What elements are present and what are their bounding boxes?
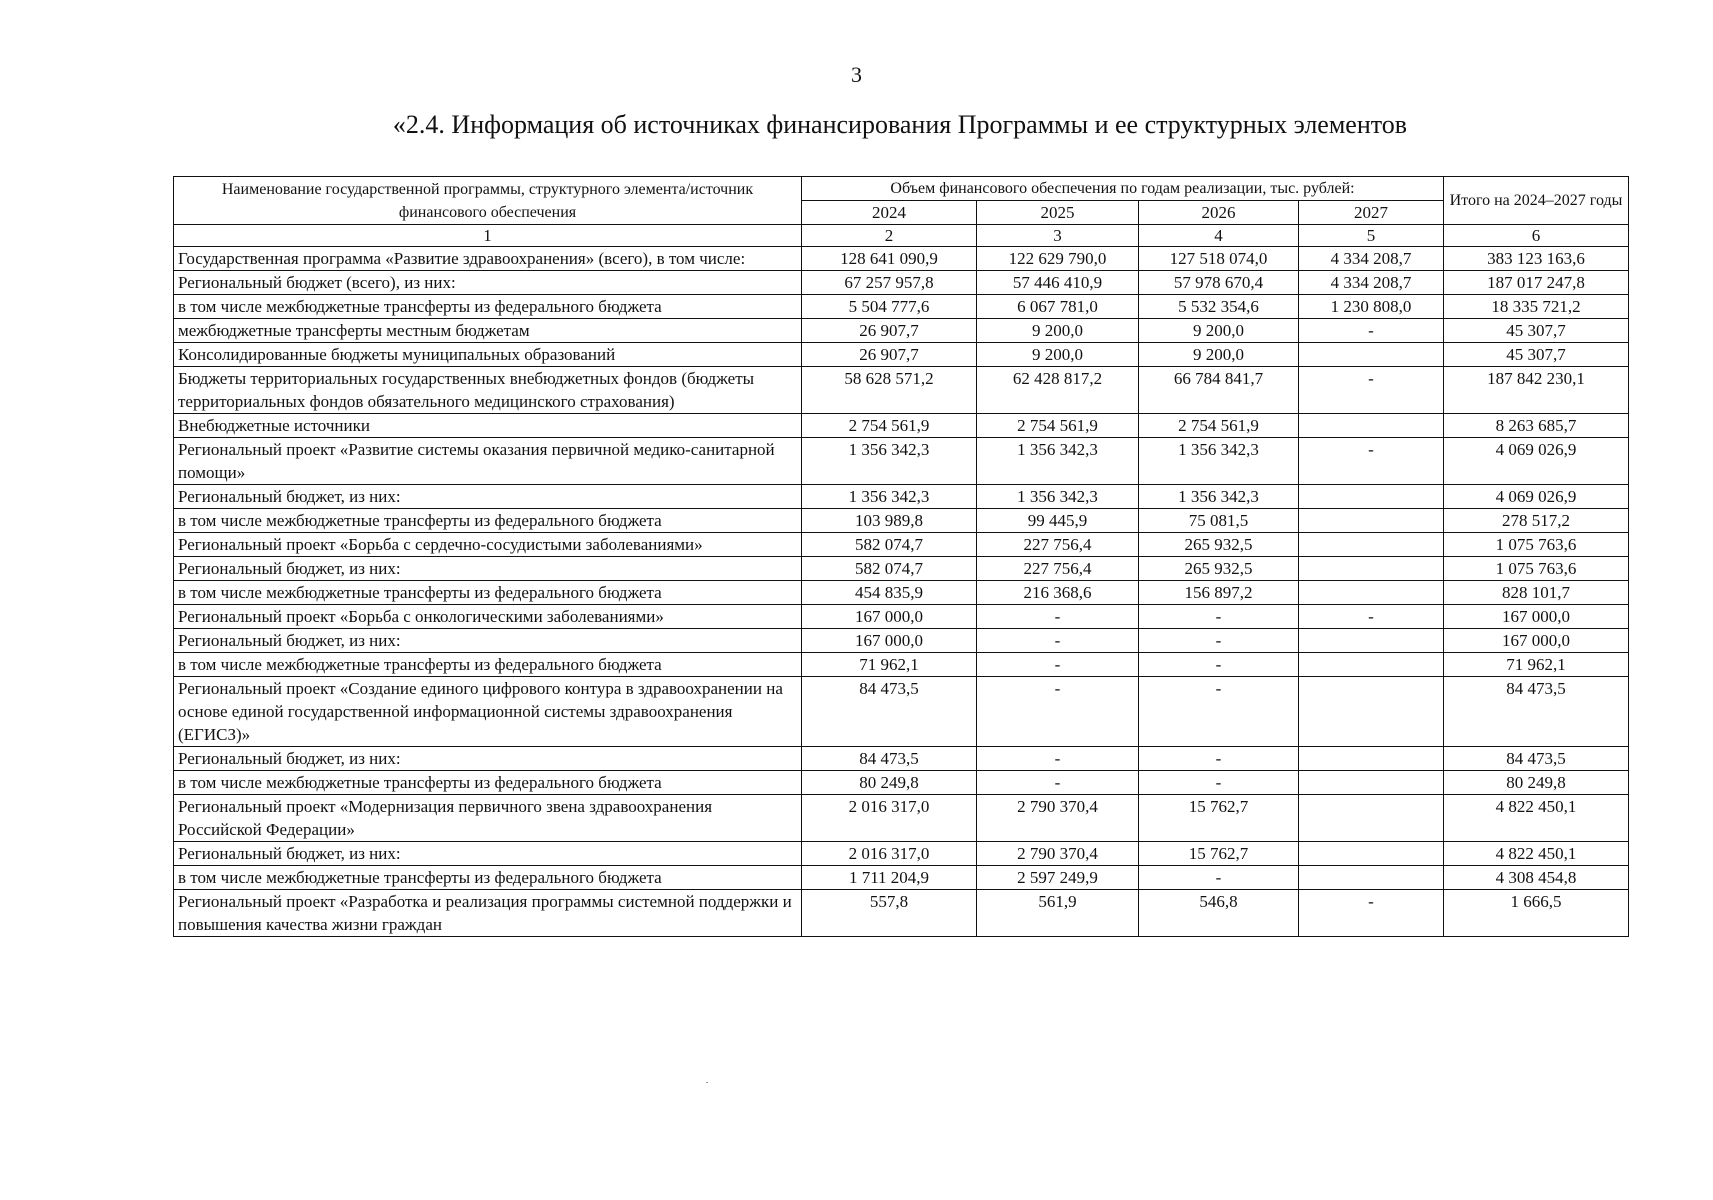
value-2026-cell: 9 200,0 [1139,319,1299,343]
table-row [174,677,1629,747]
row-name-cell: Региональный проект «Модернизация первичного звена здравоохранения Российской Федерации» [174,795,802,842]
total-cell: 8 263 685,7 [1444,414,1629,438]
value-2027-cell: - [1299,319,1444,343]
table-row [174,890,1629,937]
value-2027-cell [1299,533,1444,557]
value-2025-cell: 2 790 370,4 [977,795,1139,842]
total-cell: 45 307,7 [1444,343,1629,367]
header-name-column: Наименование государственной программы, структурного элемента/источник финансового обеспечения [174,177,802,225]
value-2026-cell: - [1139,629,1299,653]
header-year: 2024 [802,201,977,225]
table-row [174,271,1629,295]
value-2027-cell [1299,795,1444,842]
value-2026-cell: 15 762,7 [1139,842,1299,866]
value-2027-cell [1299,343,1444,367]
total-cell: 84 473,5 [1444,747,1629,771]
row-name-cell: Региональный проект «Борьба с онкологическими заболеваниями» [174,605,802,629]
header-year: 2025 [977,201,1139,225]
value-2024-cell: 2 016 317,0 [802,842,977,866]
value-2027-cell [1299,509,1444,533]
row-name-cell: Бюджеты территориальных государственных внебюджетных фондов (бюджеты территориальных фондов обязательного медицинского страхования) [174,367,802,414]
value-2025-cell: - [977,629,1139,653]
row-name-cell: Региональный бюджет, из них: [174,747,802,771]
value-2027-cell: - [1299,890,1444,937]
value-2026-cell: 57 978 670,4 [1139,271,1299,295]
total-cell: 80 249,8 [1444,771,1629,795]
total-cell: 84 473,5 [1444,677,1629,747]
value-2027-cell [1299,581,1444,605]
value-2024-cell: 26 907,7 [802,319,977,343]
table-row [174,509,1629,533]
value-2026-cell: - [1139,605,1299,629]
value-2024-cell: 71 962,1 [802,653,977,677]
value-2026-cell: - [1139,771,1299,795]
value-2027-cell [1299,747,1444,771]
row-name-cell: в том числе межбюджетные трансферты из федерального бюджета [174,295,802,319]
value-2025-cell: 62 428 817,2 [977,367,1139,414]
total-cell: 187 842 230,1 [1444,367,1629,414]
column-number: 5 [1299,225,1444,247]
table-row [174,485,1629,509]
row-name-cell: в том числе межбюджетные трансферты из федерального бюджета [174,509,802,533]
value-2025-cell: - [977,653,1139,677]
value-2025-cell: - [977,605,1139,629]
column-number: 3 [977,225,1139,247]
total-cell: 167 000,0 [1444,629,1629,653]
header-year: 2026 [1139,201,1299,225]
value-2026-cell: - [1139,747,1299,771]
value-2025-cell: 227 756,4 [977,533,1139,557]
row-name-cell: Региональный бюджет (всего), из них: [174,271,802,295]
value-2027-cell [1299,557,1444,581]
value-2026-cell: 75 081,5 [1139,509,1299,533]
value-2025-cell: 122 629 790,0 [977,247,1139,271]
table-row [174,319,1629,343]
table-row [174,343,1629,367]
value-2027-cell [1299,653,1444,677]
row-name-cell: в том числе межбюджетные трансферты из федерального бюджета [174,866,802,890]
total-cell: 4 069 026,9 [1444,485,1629,509]
value-2027-cell [1299,771,1444,795]
value-2025-cell: 2 597 249,9 [977,866,1139,890]
row-name-cell: Внебюджетные источники [174,414,802,438]
value-2024-cell: 1 356 342,3 [802,485,977,509]
value-2026-cell: 265 932,5 [1139,533,1299,557]
total-cell: 1 666,5 [1444,890,1629,937]
value-2027-cell [1299,842,1444,866]
column-number: 6 [1444,225,1629,247]
value-2025-cell: 1 356 342,3 [977,485,1139,509]
value-2027-cell: 4 334 208,7 [1299,271,1444,295]
value-2024-cell: 1 711 204,9 [802,866,977,890]
table-row [174,367,1629,414]
value-2024-cell: 84 473,5 [802,747,977,771]
row-name-cell: Региональный бюджет, из них: [174,557,802,581]
total-cell: 45 307,7 [1444,319,1629,343]
value-2025-cell: 6 067 781,0 [977,295,1139,319]
total-cell: 1 075 763,6 [1444,533,1629,557]
value-2026-cell: 66 784 841,7 [1139,367,1299,414]
value-2026-cell: 1 356 342,3 [1139,485,1299,509]
table-row [174,295,1629,319]
table-row [174,581,1629,605]
value-2026-cell: 5 532 354,6 [1139,295,1299,319]
row-name-cell: Региональный проект «Развитие системы оказания первичной медико-санитарной помощи» [174,438,802,485]
table-row [174,866,1629,890]
value-2024-cell: 1 356 342,3 [802,438,977,485]
value-2027-cell [1299,414,1444,438]
value-2024-cell: 582 074,7 [802,557,977,581]
value-2027-cell: - [1299,438,1444,485]
value-2025-cell: 1 356 342,3 [977,438,1139,485]
total-cell: 278 517,2 [1444,509,1629,533]
value-2024-cell: 103 989,8 [802,509,977,533]
row-name-cell: Консолидированные бюджеты муниципальных образований [174,343,802,367]
row-name-cell: Региональный проект «Борьба с сердечно-сосудистыми заболеваниями» [174,533,802,557]
value-2025-cell: 9 200,0 [977,343,1139,367]
value-2025-cell: 9 200,0 [977,319,1139,343]
value-2024-cell: 557,8 [802,890,977,937]
value-2026-cell: 127 518 074,0 [1139,247,1299,271]
value-2027-cell: - [1299,367,1444,414]
table-row [174,533,1629,557]
row-name-cell: в том числе межбюджетные трансферты из федерального бюджета [174,771,802,795]
scan-speck [706,1082,708,1083]
value-2025-cell: 2 790 370,4 [977,842,1139,866]
row-name-cell: в том числе межбюджетные трансферты из федерального бюджета [174,653,802,677]
value-2026-cell: 9 200,0 [1139,343,1299,367]
value-2026-cell: - [1139,866,1299,890]
table-row [174,247,1629,271]
table-row [174,557,1629,581]
value-2024-cell: 5 504 777,6 [802,295,977,319]
row-name-cell: Государственная программа «Развитие здравоохранения» (всего), в том числе: [174,247,802,271]
funding-table [173,176,1629,937]
table-body [174,225,1629,937]
column-number: 4 [1139,225,1299,247]
value-2027-cell [1299,866,1444,890]
row-name-cell: Региональный проект «Разработка и реализация программы системной поддержки и повышения качества жизни граждан [174,890,802,937]
value-2027-cell [1299,677,1444,747]
row-name-cell: в том числе межбюджетные трансферты из федерального бюджета [174,581,802,605]
row-name-cell: межбюджетные трансферты местным бюджетам [174,319,802,343]
value-2024-cell: 26 907,7 [802,343,977,367]
column-number: 1 [174,225,802,247]
total-cell: 1 075 763,6 [1444,557,1629,581]
value-2025-cell: 561,9 [977,890,1139,937]
total-cell: 71 962,1 [1444,653,1629,677]
section-title: «2.4. Информация об источниках финансирования Программы и ее структурных элементов [392,110,1408,139]
value-2026-cell: 1 356 342,3 [1139,438,1299,485]
table-row [174,795,1629,842]
value-2027-cell: 1 230 808,0 [1299,295,1444,319]
value-2026-cell: 15 762,7 [1139,795,1299,842]
header-total-column: Итого на 2024–2027 годы [1444,177,1629,225]
value-2024-cell: 2 016 317,0 [802,795,977,842]
value-2024-cell: 128 641 090,9 [802,247,977,271]
table-row [174,629,1629,653]
table-row [174,842,1629,866]
table-row [174,771,1629,795]
value-2024-cell: 67 257 957,8 [802,271,977,295]
value-2025-cell: - [977,771,1139,795]
table-row [174,414,1629,438]
table-row [174,653,1629,677]
header-year: 2027 [1299,201,1444,225]
row-name-cell: Региональный бюджет, из них: [174,485,802,509]
value-2026-cell: 156 897,2 [1139,581,1299,605]
total-cell: 4 822 450,1 [1444,795,1629,842]
page-number: 3 [851,62,862,87]
value-2025-cell: - [977,677,1139,747]
row-name-cell: Региональный бюджет, из них: [174,629,802,653]
value-2024-cell: 84 473,5 [802,677,977,747]
header-volume-group: Объем финансового обеспечения по годам реализации, тыс. рублей: [802,177,1444,201]
table-row [174,438,1629,485]
total-cell: 4 822 450,1 [1444,842,1629,866]
total-cell: 4 069 026,9 [1444,438,1629,485]
value-2026-cell: - [1139,653,1299,677]
table-row [174,747,1629,771]
value-2027-cell [1299,629,1444,653]
table-row [174,605,1629,629]
value-2024-cell: 454 835,9 [802,581,977,605]
value-2025-cell: 57 446 410,9 [977,271,1139,295]
value-2027-cell [1299,485,1444,509]
total-cell: 187 017 247,8 [1444,271,1629,295]
value-2026-cell: 546,8 [1139,890,1299,937]
value-2025-cell: 227 756,4 [977,557,1139,581]
value-2024-cell: 167 000,0 [802,605,977,629]
total-cell: 18 335 721,2 [1444,295,1629,319]
value-2024-cell: 167 000,0 [802,629,977,653]
value-2026-cell: - [1139,677,1299,747]
value-2027-cell: - [1299,605,1444,629]
value-2025-cell: - [977,747,1139,771]
row-name-cell: Региональный проект «Создание единого цифрового контура в здравоохранении на основе единой государственной информационной системы здравоохранения (ЕГИСЗ)» [174,677,802,747]
value-2024-cell: 80 249,8 [802,771,977,795]
column-number-row [174,225,1629,247]
total-cell: 383 123 163,6 [1444,247,1629,271]
value-2026-cell: 265 932,5 [1139,557,1299,581]
value-2024-cell: 2 754 561,9 [802,414,977,438]
total-cell: 167 000,0 [1444,605,1629,629]
row-name-cell: Региональный бюджет, из них: [174,842,802,866]
total-cell: 828 101,7 [1444,581,1629,605]
value-2025-cell: 216 368,6 [977,581,1139,605]
value-2024-cell: 58 628 571,2 [802,367,977,414]
value-2027-cell: 4 334 208,7 [1299,247,1444,271]
value-2024-cell: 582 074,7 [802,533,977,557]
value-2025-cell: 99 445,9 [977,509,1139,533]
value-2026-cell: 2 754 561,9 [1139,414,1299,438]
total-cell: 4 308 454,8 [1444,866,1629,890]
column-number: 2 [802,225,977,247]
value-2025-cell: 2 754 561,9 [977,414,1139,438]
